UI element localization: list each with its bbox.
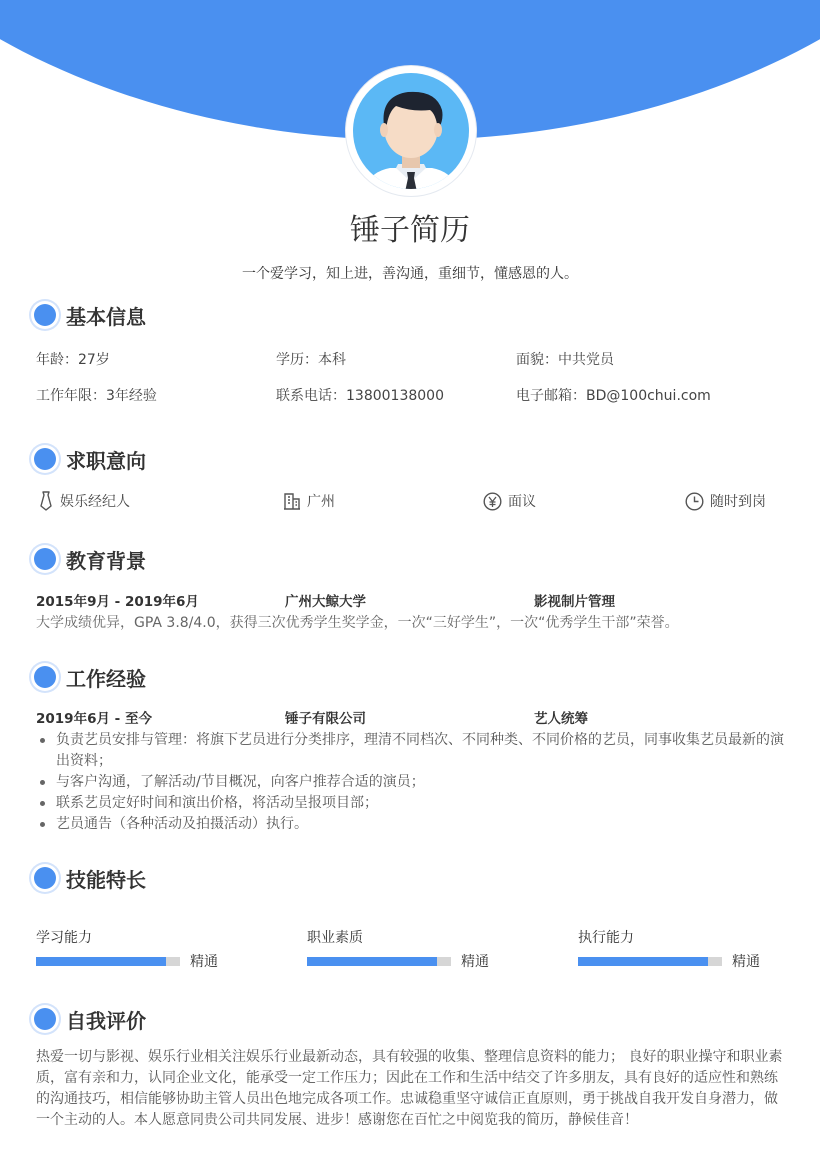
tie-icon <box>38 491 54 511</box>
yen-icon <box>483 492 502 511</box>
skill-bar <box>36 957 180 966</box>
skill-name: 学习能力 <box>36 930 92 946</box>
skill-level: 精通 <box>461 954 489 970</box>
section-skills <box>34 865 146 891</box>
section-self-evaluation <box>34 1006 146 1032</box>
section-basic-info <box>34 302 146 328</box>
skill-item <box>578 927 818 971</box>
info-work-years: 工作年限：3年经验 <box>36 388 157 404</box>
skill-bar-fill <box>578 957 708 966</box>
resume-motto: 一个爱学习，知上进，善沟通，重细节，懂感恩的人。 <box>242 266 578 282</box>
intent-city <box>283 491 335 511</box>
intent-availability-label: 随时到岗 <box>710 494 766 510</box>
info-phone: 联系电话：13800138000 <box>276 388 444 404</box>
education-period: 2015年9月 - 2019年6月 <box>36 594 199 610</box>
skill-level: 精通 <box>732 954 760 970</box>
education-description: 大学成绩优异，GPA 3.8/4.0，获得三次优秀学生奖学金，一次“三好学生”，一次“优秀学生干部”荣誉。 <box>36 615 679 631</box>
self-evaluation-text: 热爱一切与影视、娱乐行业相关注娱乐行业最新动态，具有较强的收集、整理信息资料的能力； 良好的职业操守和职业素质，富有亲和力，认同企业文化，能承受一定工作压力；因此在工作和生活中结交了许多朋友，具有良好的适应性和熟练的沟通技巧，相信能够协助主管人员出色地完成各项工作。忠诚稳重坚守诚信正直原则，勇于挑战自我开发自身潜力，做一个主动的人。本人愿意同贵公司共同发展、进步！感谢您在百忙之中阅览我的简历，静候佳音！ <box>36 1049 783 1128</box>
education-major: 影视制片管理 <box>534 594 615 610</box>
section-title: 基本信息 <box>66 304 146 329</box>
skill-bar-fill <box>307 957 437 966</box>
education-school: 广州大鲸大学 <box>285 594 366 610</box>
work-period: 2019年6月 - 至今 <box>36 711 152 727</box>
section-dot-icon <box>34 666 56 688</box>
building-icon <box>283 492 301 510</box>
work-company: 锤子有限公司 <box>285 711 366 727</box>
skill-bar-fill <box>36 957 166 966</box>
info-age: 年龄：27岁 <box>36 352 110 368</box>
list-item: 与客户沟通，了解活动/节目概况，向客户推荐合适的演员； <box>38 772 788 793</box>
skill-bar <box>307 957 451 966</box>
clock-icon <box>685 492 704 511</box>
info-education: 学历：本科 <box>276 352 346 368</box>
intent-city-label: 广州 <box>307 494 335 510</box>
section-job-intent <box>34 446 146 472</box>
avatar-illustration-icon <box>350 70 472 192</box>
skill-item <box>307 927 547 971</box>
avatar <box>346 66 476 196</box>
section-dot-icon <box>34 1008 56 1030</box>
skill-item <box>36 927 276 971</box>
skill-bar <box>578 957 722 966</box>
section-education <box>34 546 146 572</box>
intent-position-label: 娱乐经纪人 <box>60 494 130 510</box>
section-title: 工作经验 <box>66 666 146 691</box>
skill-name: 职业素质 <box>307 930 363 946</box>
intent-salary-label: 面议 <box>508 494 536 510</box>
list-item: 联系艺员定好时间和演出价格，将活动呈报项目部； <box>38 793 788 814</box>
intent-position <box>38 491 130 511</box>
section-dot-icon <box>34 867 56 889</box>
intent-salary <box>483 491 536 511</box>
list-item: 负责艺员安排与管理：将旗下艺员进行分类排序，理清不同档次、不同种类、不同价格的艺员，同事收集艺员最新的演出资料； <box>38 730 788 772</box>
section-title: 教育背景 <box>66 548 146 573</box>
resume-name: 锤子简历 <box>350 213 470 248</box>
section-title: 技能特长 <box>66 867 146 892</box>
skill-level: 精通 <box>190 954 218 970</box>
skill-name: 执行能力 <box>578 930 634 946</box>
info-political-status: 面貌：中共党员 <box>516 352 614 368</box>
work-duties-list <box>38 730 788 835</box>
section-dot-icon <box>34 548 56 570</box>
section-dot-icon <box>34 448 56 470</box>
section-title: 自我评价 <box>66 1008 146 1033</box>
section-dot-icon <box>34 304 56 326</box>
work-position: 艺人统筹 <box>534 711 588 727</box>
intent-availability <box>685 491 766 511</box>
section-work-experience <box>34 664 146 690</box>
section-title: 求职意向 <box>66 448 146 473</box>
info-email: 电子邮箱：BD@100chui.com <box>516 388 711 404</box>
list-item: 艺员通告（各种活动及拍摄活动）执行。 <box>38 814 788 835</box>
